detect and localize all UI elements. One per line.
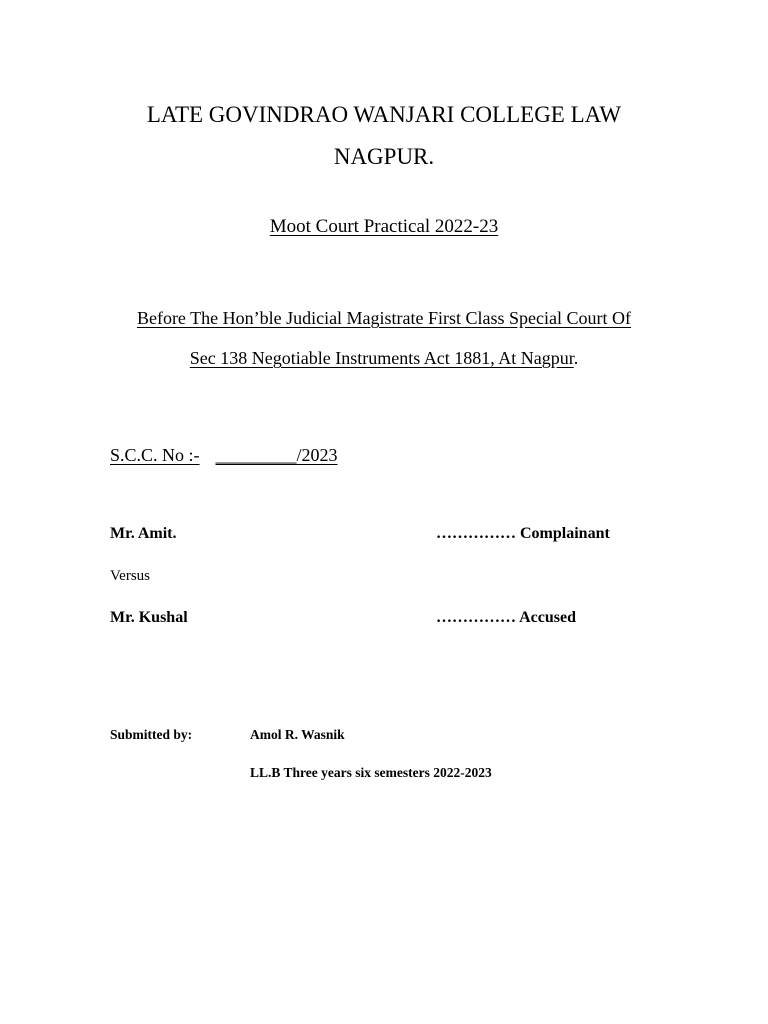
accused-role: …………… Accused <box>436 609 576 626</box>
submitter-name: Amol R. Wasnik <box>250 727 345 742</box>
submitter-course: LL.B Three years six semesters 2022-2023 <box>250 765 492 780</box>
court-line2: Sec 138 Negotiable Instruments Act 1881, At Nagpur <box>189 348 574 368</box>
court-line1-wrapper <box>0 308 768 329</box>
complainant-name: Mr. Amit. <box>110 525 177 542</box>
court-line1: Before The Hon’ble Judicial Magistrate First Class Special Court Of <box>136 308 632 328</box>
court-line2-wrapper <box>0 348 768 369</box>
accused-name: Mr. Kushal <box>110 609 188 626</box>
college-name-line1: LATE GOVINDRAO WANJARI COLLEGE LAW <box>146 102 622 127</box>
practical-title: Moot Court Practical 2022-23 <box>269 216 499 237</box>
practical-title-wrapper <box>0 216 768 238</box>
college-name-line2: NAGPUR. <box>333 144 435 169</box>
court-line2-period: . <box>573 348 579 368</box>
submitted-by-label: Submitted by: <box>110 727 193 742</box>
case-number-row <box>110 445 338 466</box>
case-number-label: S.C.C. No :- <box>110 445 200 465</box>
versus-text: Versus <box>110 568 150 584</box>
complainant-role: …………… Complainant <box>436 525 610 542</box>
case-number-value: _________/2023 <box>215 445 338 465</box>
